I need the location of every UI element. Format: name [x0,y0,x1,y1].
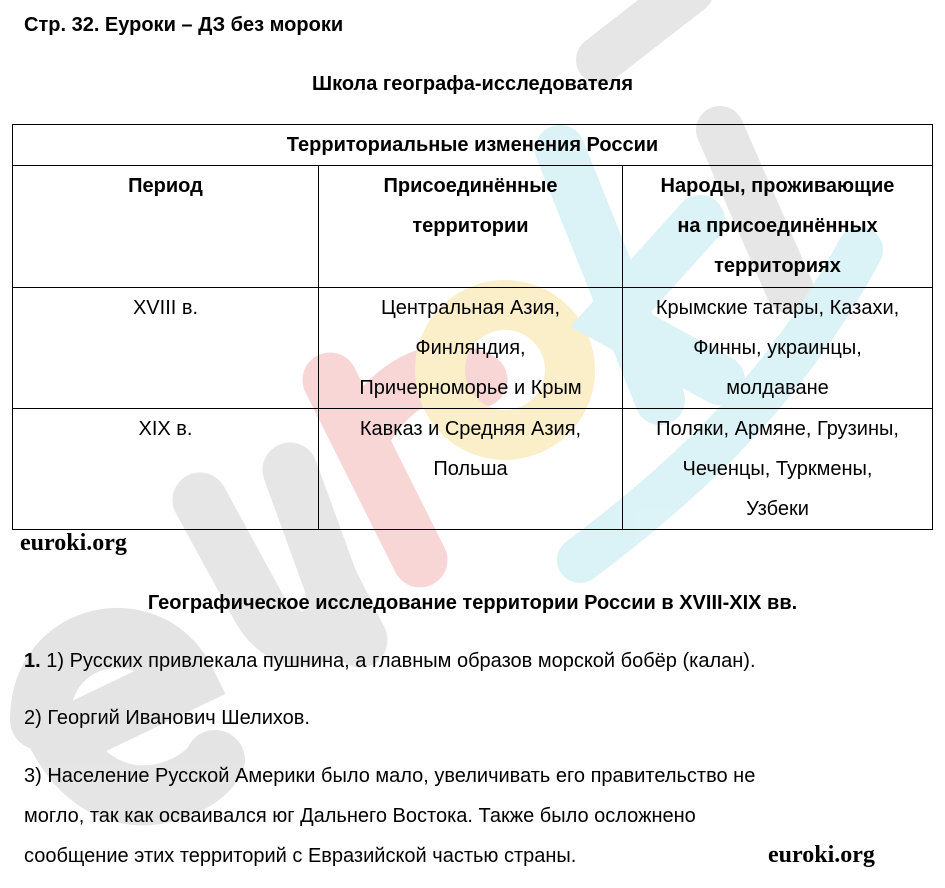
cell-peoples: Поляки, Армяне, Грузины, Чеченцы, Туркмены, Узбеки [623,409,933,530]
item-number: 1. [24,650,41,672]
table-header-row [13,166,933,288]
cell-territories: Центральная Азия, Финляндия, Причерноморье и Крым [319,288,623,409]
cell-period: XIX в. [13,409,319,530]
site-label-footer: euroki.org [768,842,875,868]
territorial-changes-table [12,124,933,530]
cell-territories: Кавказ и Средняя Азия, Польша [319,409,623,530]
section-title-school: Школа географа-исследователя [311,73,634,95]
answer-item-3-line-2: могло, так как осваивался юг Дальнего Востока. Также было осложнено [24,805,696,827]
answer-item-3-line-3: сообщение этих территорий с Евразийской частью страны. [24,845,577,867]
column-header-peoples: Народы, проживающие на присоединённых территориях [623,166,933,288]
table-caption: Территориальные изменения России [13,125,933,166]
cell-period: XVIII в. [13,288,319,409]
table-caption-row [13,125,933,166]
page-header: Стр. 32. Еуроки – ДЗ без мороки [24,14,344,36]
table-row [13,288,933,409]
site-label: euroki.org [20,530,127,556]
answer-item-3-line-1: 3) Население Русской Америки было мало, увеличивать его правительство не [24,765,756,787]
answer-item-1 [24,641,756,681]
column-header-period: Период [13,166,319,288]
table-row [13,409,933,530]
answer-item-2: 2) Георгий Иванович Шелихов. [24,707,310,729]
section-title-research: Географическое исследование территории России в XVIII-XIX вв. [147,592,798,614]
cell-peoples: Крымские татары, Казахи, Финны, украинцы, молдаване [623,288,933,409]
answer-text: 1) Русских привлекала пушнина, а главным образов морской бобёр (калан). [40,650,756,672]
column-header-territories: Присоединённые территории [319,166,623,288]
